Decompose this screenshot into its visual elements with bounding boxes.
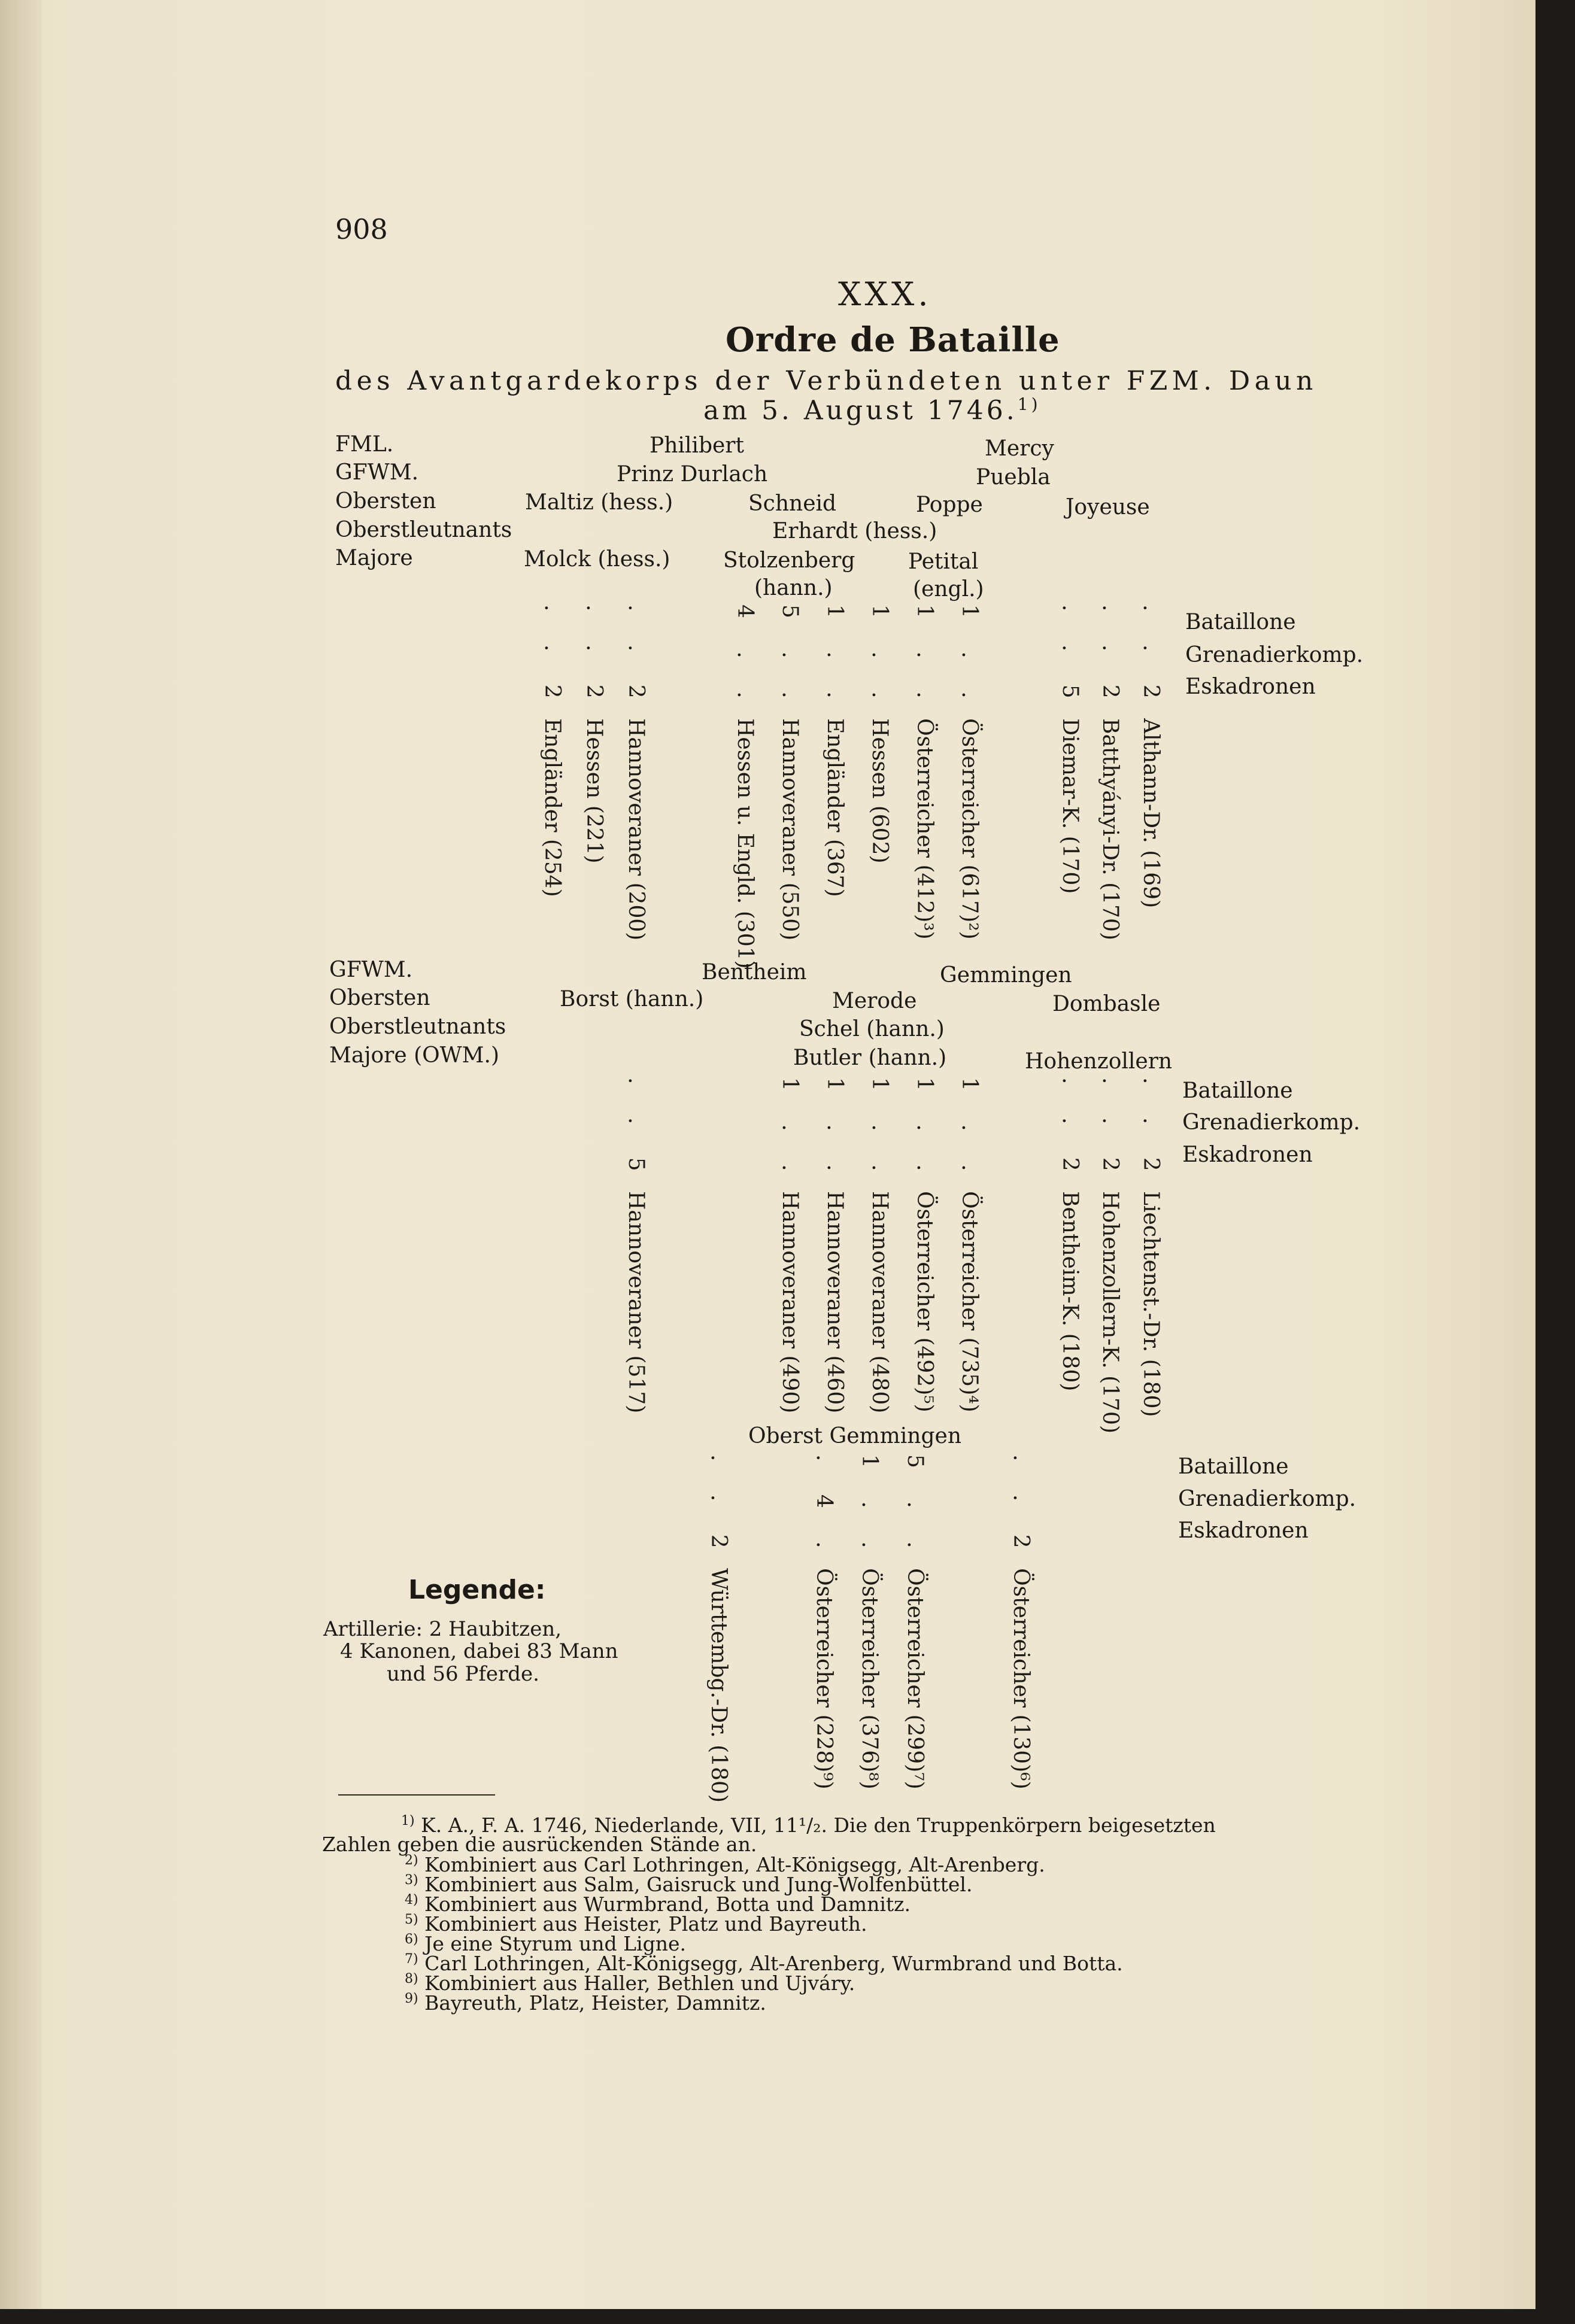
unit-label: Hannoveraner (550) <box>778 718 802 941</box>
rank-label: Oberstleutnants <box>335 518 512 542</box>
unit-label: Hohenzollern-K. (170) <box>1098 1191 1122 1433</box>
unit-label: Hannoveraner (480) <box>867 1191 892 1414</box>
footnote-mark: 2) <box>405 1853 418 1868</box>
unit-counts: 5 . . <box>903 1454 927 1562</box>
unit-label: Österreicher (492)⁵) <box>912 1191 937 1412</box>
rank-label: Majore (OWM.) <box>329 1043 500 1068</box>
unit-counts: 1 . . <box>912 1077 937 1184</box>
legend-title: Legende: <box>408 1575 546 1605</box>
commander-butler: Butler (hann.) <box>793 1046 947 1070</box>
page-gutter <box>0 0 42 2309</box>
legend-eskadronen: Eskadronen <box>1185 675 1316 699</box>
footnote-text: Kombiniert aus Wurmbrand, Botta und Damnitz. <box>424 1892 911 1916</box>
footnote-text: Je eine Styrum und Ligne. <box>424 1932 687 1955</box>
footnote-divider <box>338 1794 495 1796</box>
commander-joyeuse: Joyeuse <box>1066 495 1150 520</box>
unit-counts: 1 . . <box>778 1077 802 1184</box>
unit-label: Althann-Dr. (169) <box>1139 718 1163 909</box>
unit-column <box>1059 604 1081 894</box>
unit-label: Österreicher (299)⁷) <box>903 1568 927 1790</box>
legend-line: Artillerie: 2 Haubitzen, <box>323 1617 562 1641</box>
unit-column <box>1099 1077 1121 1433</box>
unit-column <box>869 604 890 864</box>
legend-bataillone: Bataillone <box>1182 1079 1293 1103</box>
rank-label: Obersten <box>329 986 430 1010</box>
unit-label: Liechtenst.-Dr. (180) <box>1139 1191 1163 1417</box>
unit-label: Österreicher (376)⁸) <box>857 1568 882 1790</box>
commander-hohenzollern: Hohenzollern <box>1025 1049 1173 1074</box>
legend-line: und 56 Pferde. <box>387 1662 539 1686</box>
footnote <box>405 1894 911 1914</box>
unit-counts: 1 . . <box>867 604 892 712</box>
unit-label: Österreicher (412)³) <box>912 718 937 940</box>
commander-stolzenberg: Stolzenberg <box>723 548 855 573</box>
unit-column <box>1140 1077 1161 1417</box>
rank-label: GFWM. <box>335 460 419 485</box>
legend-grenadierkomp: Grenadierkomp. <box>1182 1110 1361 1135</box>
unit-label: Hannoveraner (200) <box>624 718 648 941</box>
unit-counts: . . 2 <box>1139 1077 1163 1184</box>
unit-counts: . . 2 <box>1098 604 1122 712</box>
unit-column <box>1010 1454 1031 1790</box>
rank-label: Majore <box>335 546 413 570</box>
rank-label: FML. <box>335 432 394 457</box>
footnote-mark: 6) <box>405 1932 418 1947</box>
footnote <box>405 1992 766 2013</box>
chapter-number: XXX. <box>838 275 932 313</box>
commander-molck: Molck (hess.) <box>524 547 670 572</box>
unit-counts: 1 . . <box>957 604 982 712</box>
unit-label: Batthyányi-Dr. (170) <box>1098 718 1122 940</box>
unit-counts: 1 . . <box>867 1077 892 1184</box>
unit-counts: 1 . . <box>823 1077 847 1184</box>
commander-bentheim: Bentheim <box>702 960 807 985</box>
footnote-text: Kombiniert aus Haller, Bethlen und Ujváry. <box>424 1971 855 1995</box>
unit-column <box>858 1454 880 1790</box>
footnote-mark: 1) <box>401 1813 415 1828</box>
unit-counts: . . 2 <box>582 604 606 712</box>
unit-column <box>779 604 800 940</box>
legend-grenadierkomp: Grenadierkomp. <box>1185 643 1364 667</box>
legend-line: 4 Kanonen, dabei 83 Mann <box>340 1639 618 1663</box>
unit-label: Diemar-K. (170) <box>1058 718 1082 894</box>
unit-column <box>734 604 755 969</box>
unit-column <box>625 604 647 940</box>
unit-counts: 1 . . <box>912 604 937 712</box>
page-number: 908 <box>335 213 388 245</box>
legend-grenadierkomp: Grenadierkomp. <box>1178 1487 1356 1511</box>
commander-philibert: Philibert <box>650 433 744 458</box>
unit-label: Hannoveraner (517) <box>624 1191 648 1414</box>
unit-column <box>958 1077 980 1412</box>
rank-label: Oberstleutnants <box>329 1014 506 1039</box>
subtitle-date: am 5. August 1746. <box>703 395 1018 426</box>
footnote <box>401 1815 1216 1835</box>
unit-column <box>813 1454 834 1790</box>
footnote <box>405 1874 972 1894</box>
footnote-mark: 4) <box>405 1892 418 1907</box>
commander-poppe: Poppe <box>916 493 983 517</box>
unit-column <box>914 604 935 940</box>
unit-counts: . . 2 <box>1139 604 1163 712</box>
unit-label: Hessen u. Engld. (301) <box>733 718 757 969</box>
footnote-text: Kombiniert aus Heister, Platz und Bayreuth. <box>424 1912 867 1936</box>
unit-column <box>708 1454 729 1803</box>
unit-counts: . . 2 <box>1098 1077 1122 1184</box>
footnote-mark: 3) <box>405 1873 418 1888</box>
footnote-text: Kombiniert aus Carl Lothringen, Alt-Königsegg, Alt-Arenberg. <box>424 1853 1045 1876</box>
commander-petital: Petital <box>908 549 979 574</box>
unit-label: Österreicher (735)⁴) <box>957 1191 982 1412</box>
footnote <box>405 1953 1123 1973</box>
footnote-text: K. A., F. A. 1746, Niederlande, VII, 11¹/₂. Die den Truppenkörpern beigesetzten <box>421 1813 1216 1837</box>
commander-schel: Schel (hann.) <box>799 1017 945 1041</box>
commander-prinz-durlach: Prinz Durlach <box>617 462 768 487</box>
unit-column <box>914 1077 935 1412</box>
legend-eskadronen: Eskadronen <box>1182 1143 1313 1167</box>
footnote-text: Kombiniert aus Salm, Gaisruck und Jung-Wolfenbüttel. <box>424 1873 973 1896</box>
commander-merode: Merode <box>832 989 917 1013</box>
unit-label: Österreicher (617)²) <box>957 718 982 940</box>
commander-petital-note: (engl.) <box>913 577 984 601</box>
unit-label: Hannoveraner (490) <box>778 1191 802 1414</box>
rank-label: Obersten <box>335 489 436 514</box>
commander-oberst-gemmingen: Oberst Gemmingen <box>748 1424 962 1448</box>
legend-bataillone: Bataillone <box>1178 1454 1289 1479</box>
unit-label: Hessen (221) <box>582 718 606 864</box>
legend-bataillone: Bataillone <box>1185 610 1296 634</box>
commander-gemmingen: Gemmingen <box>940 963 1072 988</box>
subtitle-line-2 <box>703 396 1041 424</box>
footnote-ref-1: 1) <box>1017 394 1041 414</box>
commander-dombasle: Dombasle <box>1052 992 1161 1016</box>
unit-counts: . . 2 <box>1009 1454 1033 1562</box>
unit-counts: . 4 . <box>812 1454 836 1562</box>
footnote-text: Zahlen geben die ausrückenden Stände an. <box>322 1833 757 1856</box>
footnote-text: Bayreuth, Platz, Heister, Damnitz. <box>424 1991 766 2015</box>
footnote-mark: 5) <box>405 1912 418 1927</box>
footnote <box>405 1913 867 1934</box>
commander-stolzenberg-note: (hann.) <box>754 576 833 600</box>
commander-mercy: Mercy <box>985 436 1054 461</box>
unit-counts: 4 . . <box>733 604 757 712</box>
unit-column <box>824 604 845 897</box>
unit-counts: . . 5 <box>1058 604 1082 712</box>
subtitle-line-1: des Avantgardekorps der Verbündeten unter FZM. Daun <box>335 366 1318 396</box>
unit-counts: 1 . . <box>857 1454 882 1562</box>
unit-column <box>583 604 605 864</box>
unit-label: Bentheim-K. (180) <box>1058 1191 1082 1392</box>
footnote-text: Carl Lothringen, Alt-Königsegg, Alt-Arenberg, Wurmbrand und Botta. <box>424 1952 1123 1975</box>
unit-counts: 5 . . <box>778 604 802 712</box>
footnote-mark: 7) <box>405 1952 418 1967</box>
unit-column <box>869 1077 890 1413</box>
unit-label: Österreicher (228)⁹) <box>812 1568 836 1790</box>
unit-column <box>904 1454 925 1790</box>
unit-column <box>1059 1077 1081 1391</box>
legend-eskadronen: Eskadronen <box>1178 1518 1309 1543</box>
page-title: Ordre de Bataille <box>726 320 1060 360</box>
footnote <box>405 1933 686 1954</box>
footnote <box>405 1973 855 1993</box>
unit-column <box>625 1077 647 1413</box>
unit-label: Hessen (602) <box>867 718 892 864</box>
commander-schneid: Schneid <box>748 491 837 516</box>
unit-column <box>824 1077 845 1413</box>
unit-column <box>958 604 980 940</box>
unit-counts: . . 2 <box>624 604 648 712</box>
footnote <box>322 1834 757 1854</box>
commander-erhardt: Erhardt (hess.) <box>772 519 937 543</box>
unit-counts: . . 5 <box>624 1077 648 1184</box>
unit-counts: . . 2 <box>706 1454 731 1562</box>
unit-column <box>1099 604 1121 940</box>
commander-maltiz: Maltiz (hess.) <box>525 490 673 515</box>
unit-counts: . . 2 <box>1058 1077 1082 1184</box>
unit-label: Württembg.-Dr. (180) <box>706 1568 731 1803</box>
unit-label: Engländer (254) <box>540 718 565 897</box>
unit-label: Österreicher (130)⁶) <box>1009 1568 1033 1790</box>
footnote-mark: 9) <box>405 1991 418 2006</box>
unit-column <box>541 604 563 897</box>
unit-counts: . . 2 <box>540 604 565 712</box>
unit-column <box>1140 604 1161 908</box>
commander-puebla: Puebla <box>976 465 1051 490</box>
unit-label: Hannoveraner (460) <box>823 1191 847 1414</box>
footnote-mark: 8) <box>405 1971 418 1986</box>
commander-borst: Borst (hann.) <box>560 987 704 1011</box>
rank-label: GFWM. <box>329 958 413 982</box>
footnote <box>405 1854 1045 1875</box>
unit-counts: 1 . . <box>957 1077 982 1184</box>
unit-counts: 1 . . <box>823 604 847 712</box>
unit-label: Engländer (367) <box>823 718 847 897</box>
unit-column <box>779 1077 800 1413</box>
